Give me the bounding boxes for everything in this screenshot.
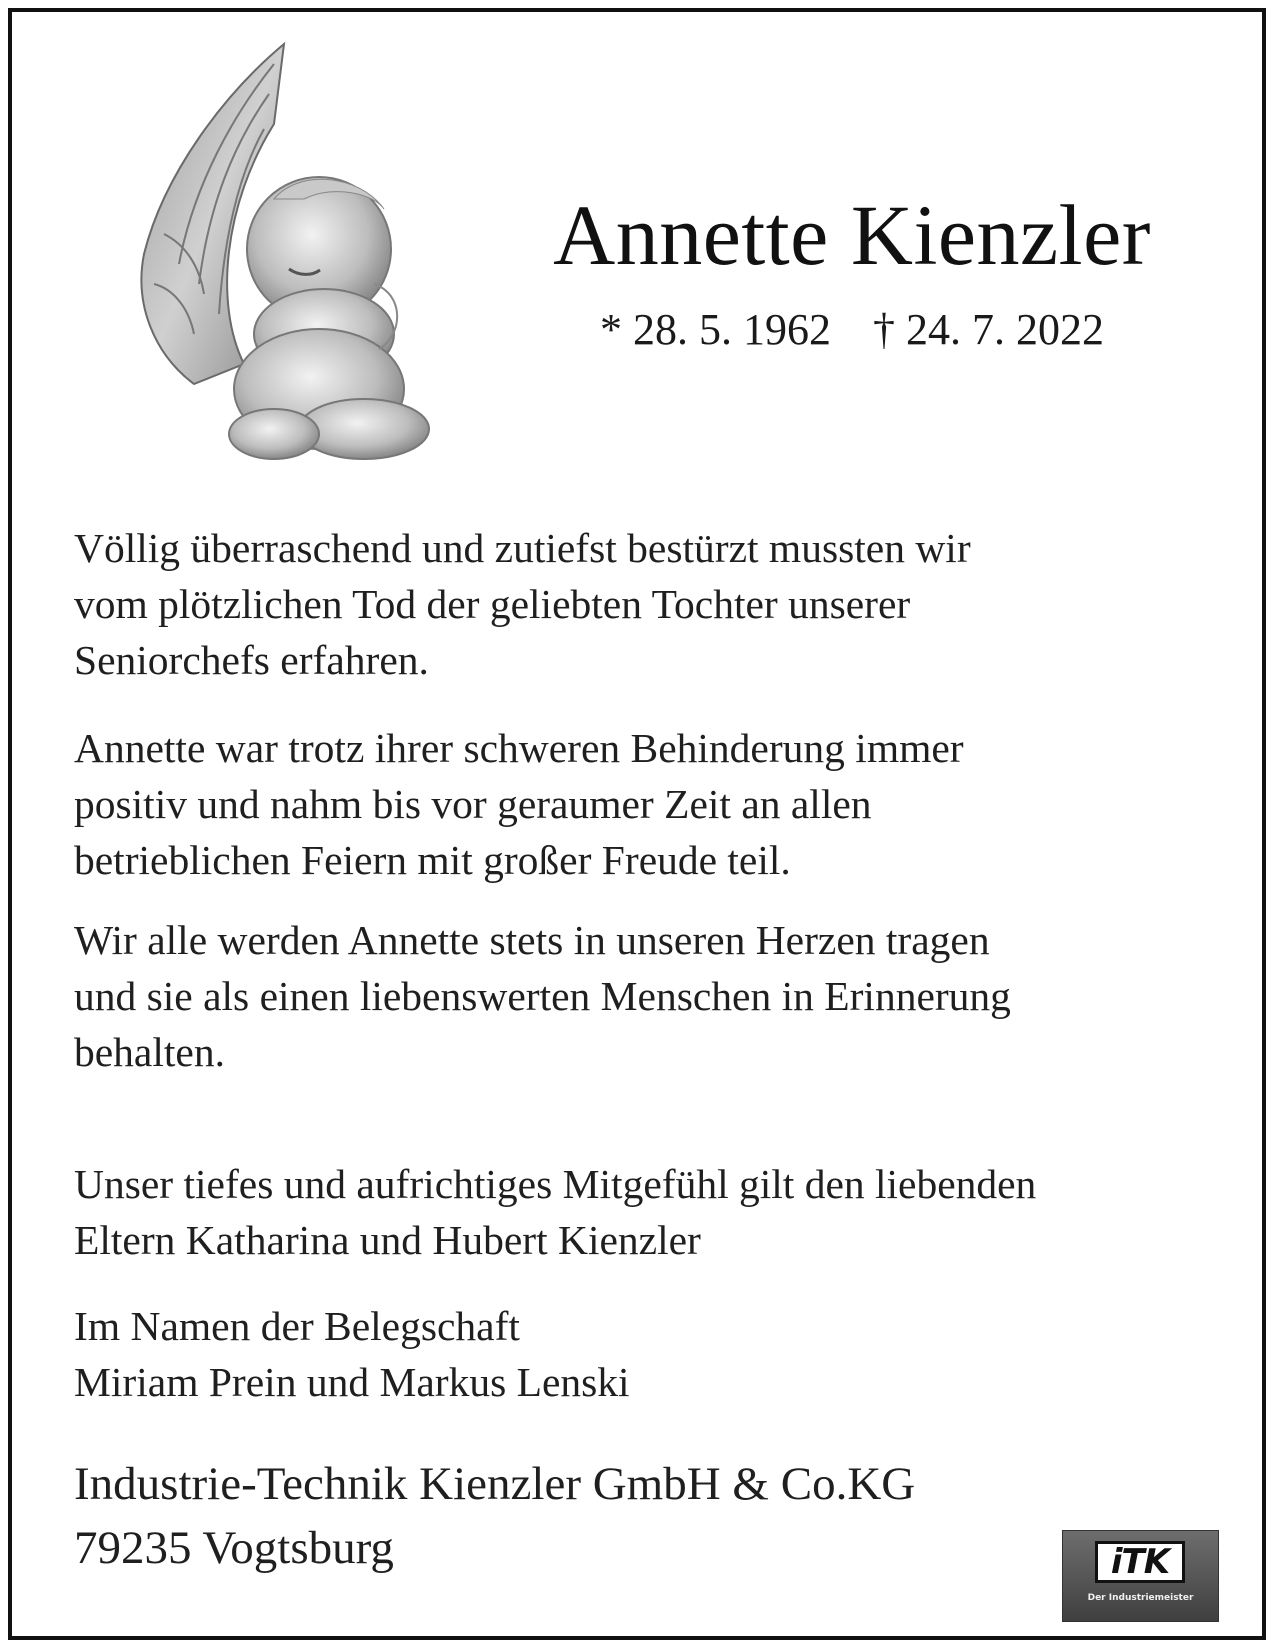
text-line: Eltern Katharina und Hubert Kienzler — [74, 1217, 701, 1263]
birth-date: * 28. 5. 1962 — [600, 305, 831, 354]
paragraph-character — [74, 720, 1234, 888]
obituary-frame — [8, 8, 1266, 1640]
text-line: Seniorchefs erfahren. — [74, 637, 429, 683]
death-date: † 24. 7. 2022 — [873, 305, 1104, 354]
life-dates — [452, 304, 1252, 355]
text-line: und sie als einen liebenswerten Menschen in Erinnerung — [74, 973, 1011, 1019]
text-line: Wir alle werden Annette stets in unseren Herzen tragen — [74, 917, 990, 963]
paragraph-remembrance — [74, 912, 1234, 1080]
text-line: Im Namen der Belegschaft — [74, 1303, 520, 1349]
text-line: behalten. — [74, 1029, 225, 1075]
deceased-name: Annette Kienzler — [553, 187, 1151, 283]
text-line: vom plötzlichen Tod der geliebten Tochter unserer — [74, 581, 911, 627]
text-line: Miriam Prein und Markus Lenski — [74, 1359, 630, 1405]
signature — [74, 1298, 1234, 1410]
sleeping-angel-image — [74, 34, 434, 494]
company-logo — [1062, 1530, 1219, 1622]
text-line: Völlig überraschend und zutiefst bestürzt mussten wir — [74, 525, 971, 571]
paragraph-condolences — [74, 1156, 1234, 1268]
text-line: Annette war trotz ihrer schweren Behinderung immer — [74, 725, 964, 771]
paragraph-shock — [74, 520, 1234, 688]
text-line: positiv und nahm bis vor geraumer Zeit an allen — [74, 781, 872, 827]
text-line: betrieblichen Feiern mit großer Freude teil. — [74, 837, 791, 883]
logo-tagline: Der Industriemeister — [1087, 1593, 1194, 1603]
company-address — [74, 1452, 1074, 1580]
logo-mark: iTK — [1095, 1541, 1185, 1583]
company-name: Industrie-Technik Kienzler GmbH & Co.KG — [74, 1458, 916, 1510]
company-city: 79235 Vogtsburg — [74, 1522, 394, 1574]
text-line: Unser tiefes und aufrichtiges Mitgefühl gilt den liebenden — [74, 1161, 1037, 1207]
